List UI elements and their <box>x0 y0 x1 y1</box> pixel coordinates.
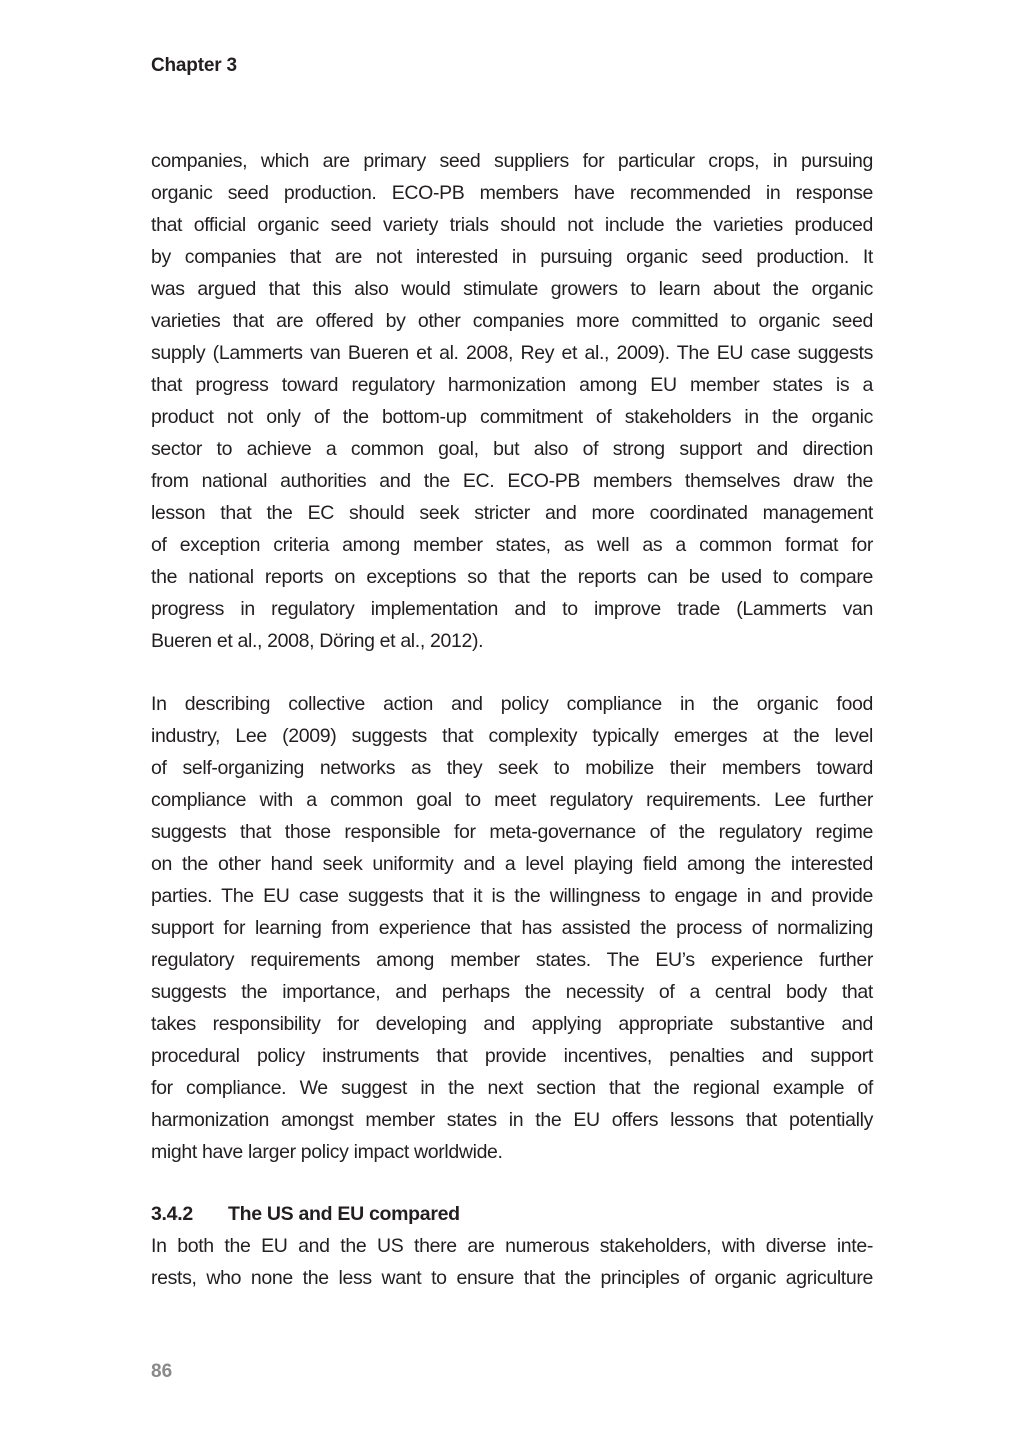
text-line: suggests that those responsible for meta-governance of the regulatory regime <box>151 821 873 843</box>
text-line: Bueren et al., 2008, Döring et al., 2012). <box>151 630 484 652</box>
text-line: suggests the importance, and perhaps the necessity of a central body that <box>151 981 873 1003</box>
running-head: Chapter 3 <box>151 55 237 76</box>
text-line: that progress toward regulatory harmonization among EU member states is a <box>151 374 873 396</box>
section-title: The US and EU compared <box>228 1203 460 1225</box>
text-line: lesson that the EC should seek stricter and more coordinated management <box>151 502 873 524</box>
text-line: for compliance. We suggest in the next section that the regional example of <box>151 1077 873 1099</box>
text-line: on the other hand seek uniformity and a level playing field among the interested <box>151 853 873 875</box>
paragraph-3 <box>151 1230 873 1294</box>
section-number: 3.4.2 <box>151 1203 193 1225</box>
text-line: supply (Lammerts van Bueren et al. 2008, Rey et al., 2009). The EU case suggests <box>151 342 873 364</box>
text-line: compliance with a common goal to meet regulatory requirements. Lee further <box>151 789 873 811</box>
text-line: In describing collective action and policy compliance in the organic food <box>151 693 873 715</box>
text-line: In both the EU and the US there are numerous stakeholders, with diverse inte- <box>151 1235 873 1257</box>
text-line: the national reports on exceptions so that the reports can be used to compare <box>151 566 873 588</box>
text-line: organic seed production. ECO-PB members have recommended in response <box>151 182 873 204</box>
text-line: companies, which are primary seed suppliers for particular crops, in pursuing <box>151 150 873 172</box>
text-line: was argued that this also would stimulate growers to learn about the organic <box>151 278 873 300</box>
section-heading <box>151 1198 460 1230</box>
text-line: varieties that are offered by other companies more committed to organic seed <box>151 310 873 332</box>
text-line: of exception criteria among member states, as well as a common format for <box>151 534 873 556</box>
text-line: might have larger policy impact worldwide. <box>151 1141 503 1163</box>
text-line: regulatory requirements among member states. The EU’s experience further <box>151 949 873 971</box>
text-line: product not only of the bottom-up commitment of stakeholders in the organic <box>151 406 873 428</box>
paragraph-1 <box>151 145 873 657</box>
text-line: that official organic seed variety trials should not include the varieties produced <box>151 214 873 236</box>
text-line: support for learning from experience that has assisted the process of normalizing <box>151 917 873 939</box>
text-line: from national authorities and the EC. ECO-PB members themselves draw the <box>151 470 873 492</box>
text-line: rests, who none the less want to ensure that the principles of organic agriculture <box>151 1267 873 1289</box>
paragraph-2 <box>151 688 873 1168</box>
page-number: 86 <box>151 1361 173 1382</box>
text-line: parties. The EU case suggests that it is the willingness to engage in and provide <box>151 885 873 907</box>
text-line: industry, Lee (2009) suggests that complexity typically emerges at the level <box>151 725 873 747</box>
text-line: progress in regulatory implementation and to improve trade (Lammerts van <box>151 598 873 620</box>
text-line: by companies that are not interested in pursuing organic seed production. It <box>151 246 873 268</box>
text-line: of self-organizing networks as they seek to mobilize their members toward <box>151 757 873 779</box>
text-line: takes responsibility for developing and applying appropriate substantive and <box>151 1013 873 1035</box>
text-line: procedural policy instruments that provide incentives, penalties and support <box>151 1045 873 1067</box>
text-line: harmonization amongst member states in the EU offers lessons that potentially <box>151 1109 873 1131</box>
text-line: sector to achieve a common goal, but also of strong support and direction <box>151 438 873 460</box>
